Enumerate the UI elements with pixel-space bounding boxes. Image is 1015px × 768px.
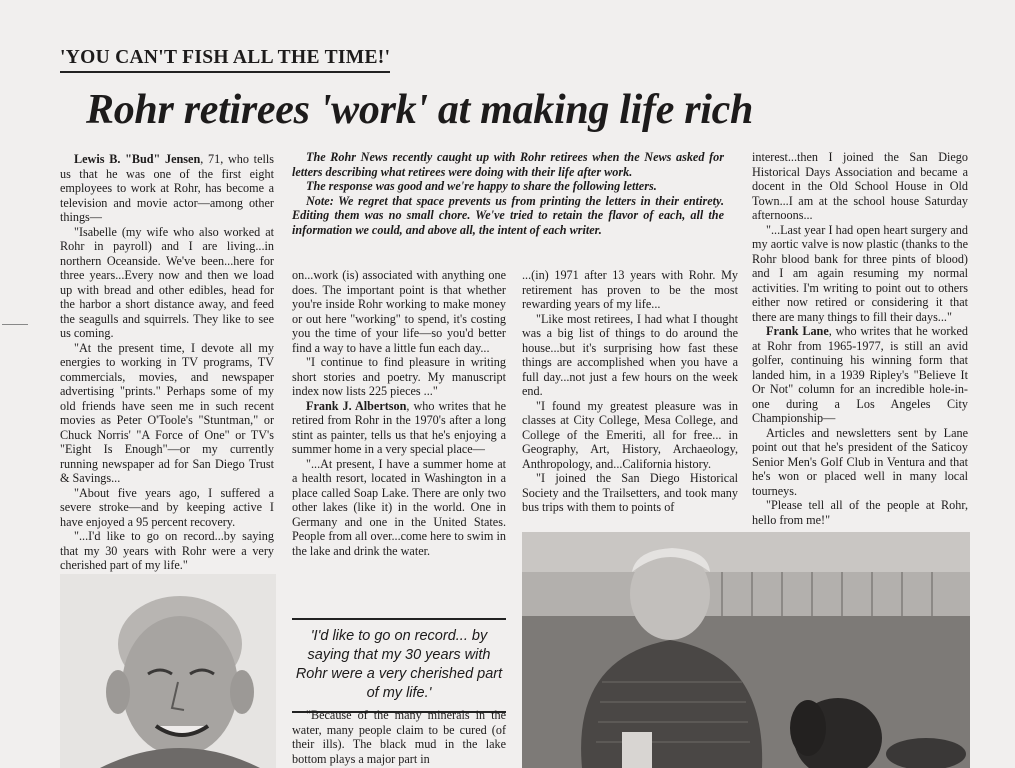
paragraph: "I joined the San Diego Historical Society and the Trailsetters, and took many bus trips with them to points of [522,471,738,514]
paragraph: on...work (is) associated with anything one does. The important point is that whether you're inside Rohr working to make money or out here "working" to spend, it's costing you the time of your life—so you'd better find a way to have a little fun each day... [292,268,506,355]
paragraph [60,152,274,225]
retiree-name: Frank Lane [766,324,829,338]
paragraph: interest...then I joined the San Diego Historical Days Association and became a docent in the Old School House in Old Town...I am at the school house Saturday afternoons... [752,150,968,222]
paragraph: "...At present, I have a summer home at a health resort, located in Washington in a place called Soap Lake. There are only two other lakes (like it) in the world. One in Germany and one in the United States. People from all over...come here to swim in the lake and drink the water. [292,456,506,558]
paragraph: Articles and newsletters sent by Lane point out that he's president of the Saticoy Senior Men's Golf Club in Ventura and that he's won or placed well in many local tourneys. [752,425,968,498]
editor-intro [292,150,724,237]
retiree-name: Lewis B. "Bud" Jensen [74,152,201,166]
portrait-illustration [60,574,276,768]
article-headline: Rohr retirees 'work' at making life rich [86,87,754,133]
pull-quote: 'I'd like to go on record... by saying that my 30 years with Rohr were a very cherished part of my life.' [292,618,506,713]
retiree-name: Frank J. Albertson [306,398,407,413]
paragraph: "About five years ago, I suffered a severe stroke—and by keeping active I have enjoyed a 95 percent recovery. [60,485,274,529]
margin-mark [2,324,28,325]
paragraph: "I found my greatest pleasure was in classes at City College, Mesa College, and College of the Emeriti, all for free... in Geography, Art, History, Archaeology, Anthropology, and...California history. [522,398,738,471]
retiree-with-dog-photo [522,532,970,768]
portrait-photo [60,574,276,768]
paragraph: "...I'd like to go on record...by saying that my 30 years with Rohr were a very cherished part of my life." [60,529,274,572]
paragraph: "Isabelle (my wife who also worked at Rohr in payroll) and I are living...in northern Oceanside. We've been...here for three years...Every now and then we load up with bread and other edibles, head for the harbor a short distance away, and feed the seagulls and squirrels. They like to see us coming. [60,224,274,340]
paragraph: "I continue to find pleasure in writing short stories and poetry. My manuscript index now lists 225 pieces ..." [292,355,506,398]
paragraph [752,324,968,426]
paragraph: "Please tell all of the people at Rohr, hello from me!" [752,498,968,527]
paragraph [292,399,506,457]
column-2 [292,268,506,558]
paragraph: The Rohr News recently caught up with Rohr retirees when the News asked for letters describing what retirees were doing with their life after work. [292,150,724,179]
column-4 [752,150,968,527]
paragraph-text: , 71, who tells us that he was one of the first eight employees to work at Rohr, has become a television and movie actor—among other things— [60,152,274,224]
outdoor-photo-illustration [522,532,970,768]
paragraph-text: , who writes that he worked at Rohr from 1965-1977, is still an avid golfer, continuing his winning form that landed him, in a 1939 Ripley's "Believe It Or Not" column for an incredible hole-in-one during a Los Angeles City Championship— [752,324,969,425]
paragraph: "Because of the many minerals in the water, many people claim to be cured (of their ills). The black mud in the lake bottom plays a major part in [292,708,506,766]
paragraph: ...(in) 1971 after 13 years with Rohr. My retirement has proven to be the most rewarding years of my life... [522,268,738,311]
paragraph: Note: We regret that space prevents us from printing the letters in their entirety. Editing them was no small chore. We've tried to retain the flavor of each, all the information we could, and above all, the intent of each writer. [292,193,724,237]
column-1 [60,152,274,573]
paragraph: "At the present time, I devote all my energies to working in TV programs, TV commercials, movies, and newspaper advertising "prints." Perhaps some of my old friends have seen me in such recent movies as Peter O'Toole's "Stuntman," or Chuck Norris' "A Force of One" or TV's "Eight Is Enough"—or my currently running newspaper ad for San Diego Trust & Savings... [60,340,274,485]
article-kicker: 'YOU CAN'T FISH ALL THE TIME!' [60,46,390,73]
column-3 [522,268,738,515]
paragraph: The response was good and we're happy to share the following letters. [306,179,657,193]
paragraph: "Like most retirees, I had what I thought was a big list of things to do around the house...but it's surprising how fast these things are accomplished when you have a full day...not just a few hours on the week end. [522,311,738,398]
paragraph-text: , who writes that he retired from Rohr in the 1970's after a long stint as painter, tells us that he's enjoying a summer home in a very special place— [292,398,506,456]
paragraph: "...Last year I had open heart surgery and my aortic valve is now plastic (thanks to the Rohr blood bank for three pints of blood) and I am again resuming my normal activities. I'm writing to point out to others either now retired or considering it that there are many things to fill their days..." [752,222,968,324]
column-2-continued [292,708,506,766]
